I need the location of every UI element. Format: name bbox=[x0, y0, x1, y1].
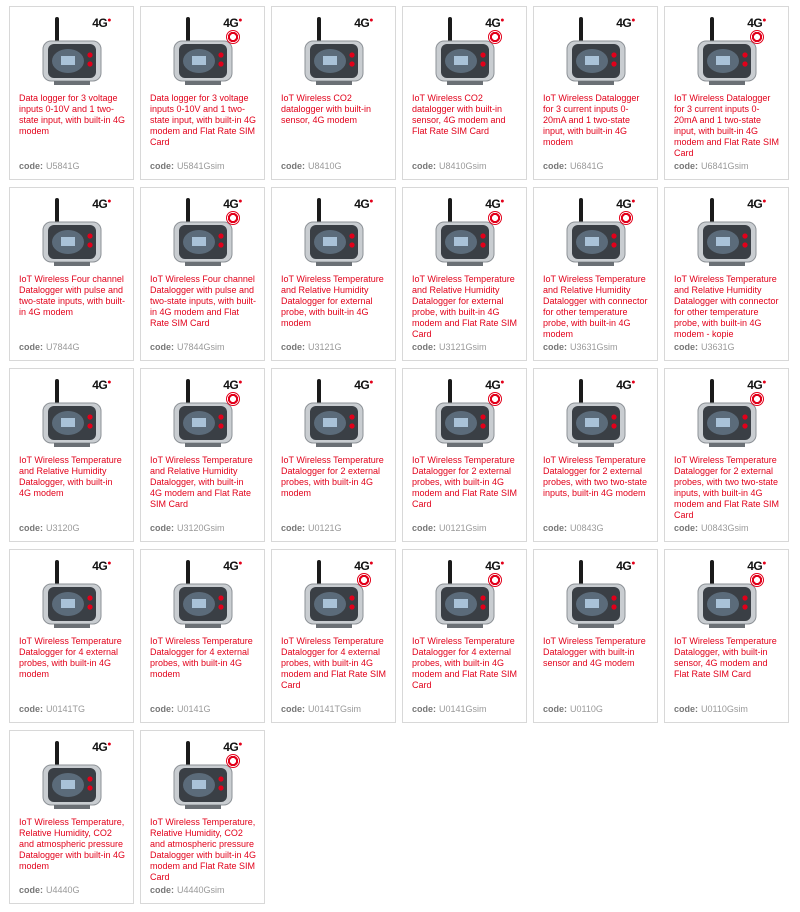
product-image[interactable] bbox=[10, 7, 133, 87]
product-image[interactable] bbox=[272, 369, 395, 449]
code-label: code: bbox=[19, 342, 44, 352]
code-label: code: bbox=[150, 885, 175, 895]
flat-rate-sim-icon bbox=[488, 392, 502, 406]
product-card[interactable] bbox=[140, 187, 265, 361]
product-title[interactable]: IoT Wireless Temperature Datalogger for 2 external probes, with built-in 4G modem and Flat Rate SIM Card bbox=[412, 455, 518, 509]
flat-rate-sim-icon bbox=[488, 30, 502, 44]
4g-badge-icon: 4G● bbox=[223, 197, 242, 211]
product-card[interactable] bbox=[664, 6, 789, 180]
product-card[interactable] bbox=[9, 730, 134, 904]
product-code-value: U3120Gsim bbox=[177, 523, 225, 533]
product-title[interactable]: IoT Wireless Temperature Datalogger for 2 external probes, with two two-state inputs, with built-in 4G modem and Flat Rate SIM Card bbox=[674, 455, 780, 520]
4g-badge-icon: 4G● bbox=[92, 197, 111, 211]
product-title[interactable]: Data logger for 3 voltage inputs 0-10V and 1 two-state input, with built-in 4G modem and Flat Rate SIM Card bbox=[150, 93, 257, 147]
product-image[interactable] bbox=[141, 369, 264, 449]
code-label: code: bbox=[412, 523, 437, 533]
4g-badge-icon: 4G● bbox=[747, 559, 766, 573]
product-title[interactable]: IoT Wireless Temperature and Relative Humidity Datalogger with connector for other temperature probe, with built-in 4G modem - kopie bbox=[674, 274, 779, 339]
product-title[interactable]: IoT Wireless Four channel Datalogger with pulse and two-state inputs, with built-in 4G modem and Flat Rate SIM Card bbox=[150, 274, 257, 328]
product-title[interactable]: IoT Wireless Datalogger for 3 current inputs 0-20mA and 1 two-state input, with built-in 4G modem bbox=[543, 93, 640, 147]
product-image[interactable] bbox=[403, 188, 526, 268]
flat-rate-sim-icon bbox=[750, 573, 764, 587]
product-title[interactable]: IoT Wireless Temperature and Relative Humidity Datalogger, with built-in 4G modem and Flat Rate SIM Card bbox=[150, 455, 253, 509]
product-code-value: U6841G bbox=[570, 161, 604, 171]
4g-badge-icon: 4G● bbox=[354, 559, 373, 573]
product-card[interactable] bbox=[664, 368, 789, 542]
product-title[interactable]: IoT Wireless CO2 datalogger with built-in sensor, 4G modem and Flat Rate SIM Card bbox=[412, 93, 506, 136]
4g-badge-icon: 4G● bbox=[485, 378, 504, 392]
product-card[interactable] bbox=[533, 549, 658, 723]
product-image[interactable] bbox=[665, 7, 788, 87]
product-code bbox=[281, 704, 361, 714]
4g-badge-icon: 4G● bbox=[223, 559, 242, 573]
code-label: code: bbox=[412, 342, 437, 352]
product-card[interactable] bbox=[140, 549, 265, 723]
product-image[interactable] bbox=[272, 188, 395, 268]
product-code bbox=[150, 885, 225, 895]
product-code bbox=[150, 161, 225, 171]
product-card[interactable] bbox=[664, 549, 789, 723]
product-code bbox=[412, 523, 487, 533]
flat-rate-sim-icon bbox=[750, 392, 764, 406]
4g-badge-icon: 4G● bbox=[616, 559, 635, 573]
product-code bbox=[543, 523, 604, 533]
product-code bbox=[19, 704, 85, 714]
product-code bbox=[674, 161, 749, 171]
4g-badge-icon: 4G● bbox=[747, 197, 766, 211]
product-code bbox=[674, 342, 735, 352]
flat-rate-sim-icon bbox=[750, 30, 764, 44]
product-code-value: U3631G bbox=[701, 342, 735, 352]
product-card[interactable] bbox=[402, 6, 527, 180]
product-image[interactable] bbox=[534, 188, 657, 268]
product-image[interactable] bbox=[141, 550, 264, 630]
product-image[interactable] bbox=[665, 188, 788, 268]
product-code bbox=[150, 342, 225, 352]
code-label: code: bbox=[19, 885, 44, 895]
product-card[interactable] bbox=[9, 549, 134, 723]
product-code-value: U3631Gsim bbox=[570, 342, 618, 352]
product-code bbox=[281, 342, 342, 352]
product-code bbox=[412, 161, 487, 171]
4g-badge-icon: 4G● bbox=[616, 197, 635, 211]
product-code-value: U7844Gsim bbox=[177, 342, 225, 352]
product-image[interactable] bbox=[10, 550, 133, 630]
product-title[interactable]: IoT Wireless Temperature Datalogger with built-in sensor and 4G modem bbox=[543, 636, 646, 668]
product-title[interactable]: IoT Wireless Temperature and Relative Humidity Datalogger for external probe, with built-in 4G modem bbox=[281, 274, 384, 328]
product-image[interactable] bbox=[534, 7, 657, 87]
code-label: code: bbox=[674, 161, 699, 171]
product-title[interactable]: IoT Wireless Temperature and Relative Humidity Datalogger for external probe, with built-in 4G modem and Flat Rate SIM Card bbox=[412, 274, 518, 339]
4g-badge-icon: 4G● bbox=[616, 16, 635, 30]
4g-badge-icon: 4G● bbox=[485, 559, 504, 573]
4g-badge-icon: 4G● bbox=[485, 197, 504, 211]
product-title[interactable]: IoT Wireless Temperature, Relative Humidity, CO2 and atmospheric pressure Datalogger with built-in 4G modem bbox=[19, 817, 126, 871]
flat-rate-sim-icon bbox=[226, 30, 240, 44]
product-code-value: U0110Gsim bbox=[701, 704, 748, 714]
product-image[interactable] bbox=[403, 7, 526, 87]
product-title[interactable]: Data logger for 3 voltage inputs 0-10V and 1 two-state input, with built-in 4G modem bbox=[19, 93, 126, 136]
4g-badge-icon: 4G● bbox=[747, 378, 766, 392]
product-card[interactable] bbox=[271, 187, 396, 361]
product-image[interactable] bbox=[403, 550, 526, 630]
product-image[interactable] bbox=[665, 369, 788, 449]
flat-rate-sim-icon bbox=[357, 573, 371, 587]
code-label: code: bbox=[543, 704, 568, 714]
4g-badge-icon: 4G● bbox=[354, 378, 373, 392]
product-code bbox=[19, 523, 80, 533]
product-image[interactable] bbox=[272, 550, 395, 630]
product-title[interactable]: IoT Wireless Four channel Datalogger with pulse and two-state inputs, with built-in 4G modem bbox=[19, 274, 126, 317]
flat-rate-sim-icon bbox=[488, 211, 502, 225]
product-code bbox=[281, 161, 342, 171]
product-code-value: U3121G bbox=[308, 342, 342, 352]
product-card[interactable] bbox=[271, 6, 396, 180]
product-image[interactable] bbox=[141, 7, 264, 87]
code-label: code: bbox=[19, 704, 44, 714]
code-label: code: bbox=[674, 342, 699, 352]
product-code-value: U8410G bbox=[308, 161, 342, 171]
product-code bbox=[281, 523, 342, 533]
4g-badge-icon: 4G● bbox=[354, 197, 373, 211]
product-code-value: U0141Gsim bbox=[439, 704, 487, 714]
code-label: code: bbox=[19, 523, 44, 533]
product-card[interactable] bbox=[402, 187, 527, 361]
product-image[interactable] bbox=[403, 369, 526, 449]
code-label: code: bbox=[412, 161, 437, 171]
product-card[interactable] bbox=[533, 187, 658, 361]
product-image[interactable] bbox=[10, 188, 133, 268]
flat-rate-sim-icon bbox=[619, 211, 633, 225]
product-code-value: U4440Gsim bbox=[177, 885, 225, 895]
product-code-value: U0110G bbox=[570, 704, 603, 714]
product-card[interactable] bbox=[9, 368, 134, 542]
product-card[interactable] bbox=[402, 549, 527, 723]
product-code-value: U5841Gsim bbox=[177, 161, 225, 171]
product-code-value: U5841G bbox=[46, 161, 80, 171]
product-card[interactable] bbox=[140, 368, 265, 542]
code-label: code: bbox=[412, 704, 437, 714]
code-label: code: bbox=[543, 342, 568, 352]
product-image[interactable] bbox=[141, 731, 264, 811]
product-image[interactable] bbox=[534, 550, 657, 630]
product-title[interactable]: IoT Wireless Temperature Datalogger for 4 external probes, with built-in 4G modem bbox=[150, 636, 253, 679]
code-label: code: bbox=[281, 704, 306, 714]
product-card[interactable] bbox=[9, 6, 134, 180]
product-card[interactable] bbox=[533, 6, 658, 180]
product-code bbox=[150, 523, 225, 533]
4g-badge-icon: 4G● bbox=[92, 559, 111, 573]
flat-rate-sim-icon bbox=[226, 754, 240, 768]
product-image[interactable] bbox=[272, 7, 395, 87]
product-card[interactable] bbox=[402, 368, 527, 542]
4g-badge-icon: 4G● bbox=[92, 378, 111, 392]
product-code-value: U8410Gsim bbox=[439, 161, 487, 171]
product-title[interactable]: IoT Wireless Datalogger for 3 current inputs 0-20mA and 1 two-state input, with built-in 4G modem and Flat Rate SIM Card bbox=[674, 93, 780, 158]
flat-rate-sim-icon bbox=[488, 573, 502, 587]
product-card[interactable] bbox=[140, 6, 265, 180]
code-label: code: bbox=[281, 523, 306, 533]
product-code bbox=[19, 885, 80, 895]
product-code bbox=[19, 161, 80, 171]
4g-badge-icon: 4G● bbox=[747, 16, 766, 30]
code-label: code: bbox=[674, 704, 699, 714]
product-title[interactable]: IoT Wireless CO2 datalogger with built-in sensor, 4G modem bbox=[281, 93, 372, 125]
product-code-value: U7844G bbox=[46, 342, 80, 352]
4g-badge-icon: 4G● bbox=[223, 16, 242, 30]
code-label: code: bbox=[150, 161, 175, 171]
product-code-value: U0121Gsim bbox=[439, 523, 487, 533]
4g-badge-icon: 4G● bbox=[616, 378, 635, 392]
code-label: code: bbox=[150, 523, 175, 533]
code-label: code: bbox=[281, 342, 306, 352]
product-code-value: U0121G bbox=[308, 523, 342, 533]
product-title[interactable]: IoT Wireless Temperature Datalogger for 2 external probes, with two two-state inputs, built-in 4G modem bbox=[543, 455, 648, 498]
product-code-value: U0141TG bbox=[46, 704, 86, 714]
product-code-value: U0843Gsim bbox=[701, 523, 749, 533]
product-image[interactable] bbox=[10, 369, 133, 449]
code-label: code: bbox=[281, 161, 306, 171]
product-card[interactable] bbox=[140, 730, 265, 904]
4g-badge-icon: 4G● bbox=[92, 16, 111, 30]
product-title[interactable]: IoT Wireless Temperature Datalogger for 2 external probes, with built-in 4G modem bbox=[281, 455, 384, 498]
product-title[interactable]: IoT Wireless Temperature Datalogger for 4 external probes, with built-in 4G modem and Flat Rate SIM Card bbox=[412, 636, 518, 690]
product-code-value: U6841Gsim bbox=[701, 161, 749, 171]
code-label: code: bbox=[150, 704, 175, 714]
product-code-value: U0141G bbox=[177, 704, 211, 714]
code-label: code: bbox=[543, 523, 568, 533]
product-code bbox=[543, 704, 603, 714]
product-code-value: U0141TGsim bbox=[308, 704, 362, 714]
flat-rate-sim-icon bbox=[226, 211, 240, 225]
product-code bbox=[674, 523, 749, 533]
flat-rate-sim-icon bbox=[226, 392, 240, 406]
product-code bbox=[674, 704, 748, 714]
code-label: code: bbox=[543, 161, 568, 171]
product-card[interactable] bbox=[271, 368, 396, 542]
4g-badge-icon: 4G● bbox=[223, 378, 242, 392]
product-code-value: U3121Gsim bbox=[439, 342, 487, 352]
product-card[interactable] bbox=[9, 187, 134, 361]
product-title[interactable]: IoT Wireless Temperature Datalogger for 4 external probes, with built-in 4G modem bbox=[19, 636, 122, 679]
product-card[interactable] bbox=[533, 368, 658, 542]
product-code bbox=[412, 704, 487, 714]
4g-badge-icon: 4G● bbox=[223, 740, 242, 754]
product-title[interactable]: IoT Wireless Temperature Datalogger, with built-in sensor, 4G modem and Flat Rate SIM Card bbox=[674, 636, 777, 679]
4g-badge-icon: 4G● bbox=[354, 16, 373, 30]
product-image[interactable] bbox=[534, 369, 657, 449]
product-image[interactable] bbox=[665, 550, 788, 630]
product-image[interactable] bbox=[10, 731, 133, 811]
product-image[interactable] bbox=[141, 188, 264, 268]
4g-badge-icon: 4G● bbox=[485, 16, 504, 30]
product-title[interactable]: IoT Wireless Temperature Datalogger for 4 external probes, with built-in 4G modem and Flat Rate SIM Card bbox=[281, 636, 387, 690]
product-code-value: U0843G bbox=[570, 523, 604, 533]
product-code bbox=[412, 342, 487, 352]
product-title[interactable]: IoT Wireless Temperature, Relative Humidity, CO2 and atmospheric pressure Datalogger with built-in 4G modem and Flat Rate SIM Card bbox=[150, 817, 257, 882]
4g-badge-icon: 4G● bbox=[92, 740, 111, 754]
product-code bbox=[19, 342, 80, 352]
code-label: code: bbox=[674, 523, 699, 533]
product-code-value: U4440G bbox=[46, 885, 80, 895]
product-card[interactable] bbox=[664, 187, 789, 361]
product-card[interactable] bbox=[271, 549, 396, 723]
product-code bbox=[543, 161, 604, 171]
code-label: code: bbox=[150, 342, 175, 352]
product-title[interactable]: IoT Wireless Temperature and Relative Humidity Datalogger, with built-in 4G modem bbox=[19, 455, 122, 498]
product-code bbox=[543, 342, 618, 352]
product-title[interactable]: IoT Wireless Temperature and Relative Humidity Datalogger with connector for other temperature probe, with built-in 4G modem bbox=[543, 274, 648, 339]
code-label: code: bbox=[19, 161, 44, 171]
product-code bbox=[150, 704, 211, 714]
product-code-value: U3120G bbox=[46, 523, 80, 533]
